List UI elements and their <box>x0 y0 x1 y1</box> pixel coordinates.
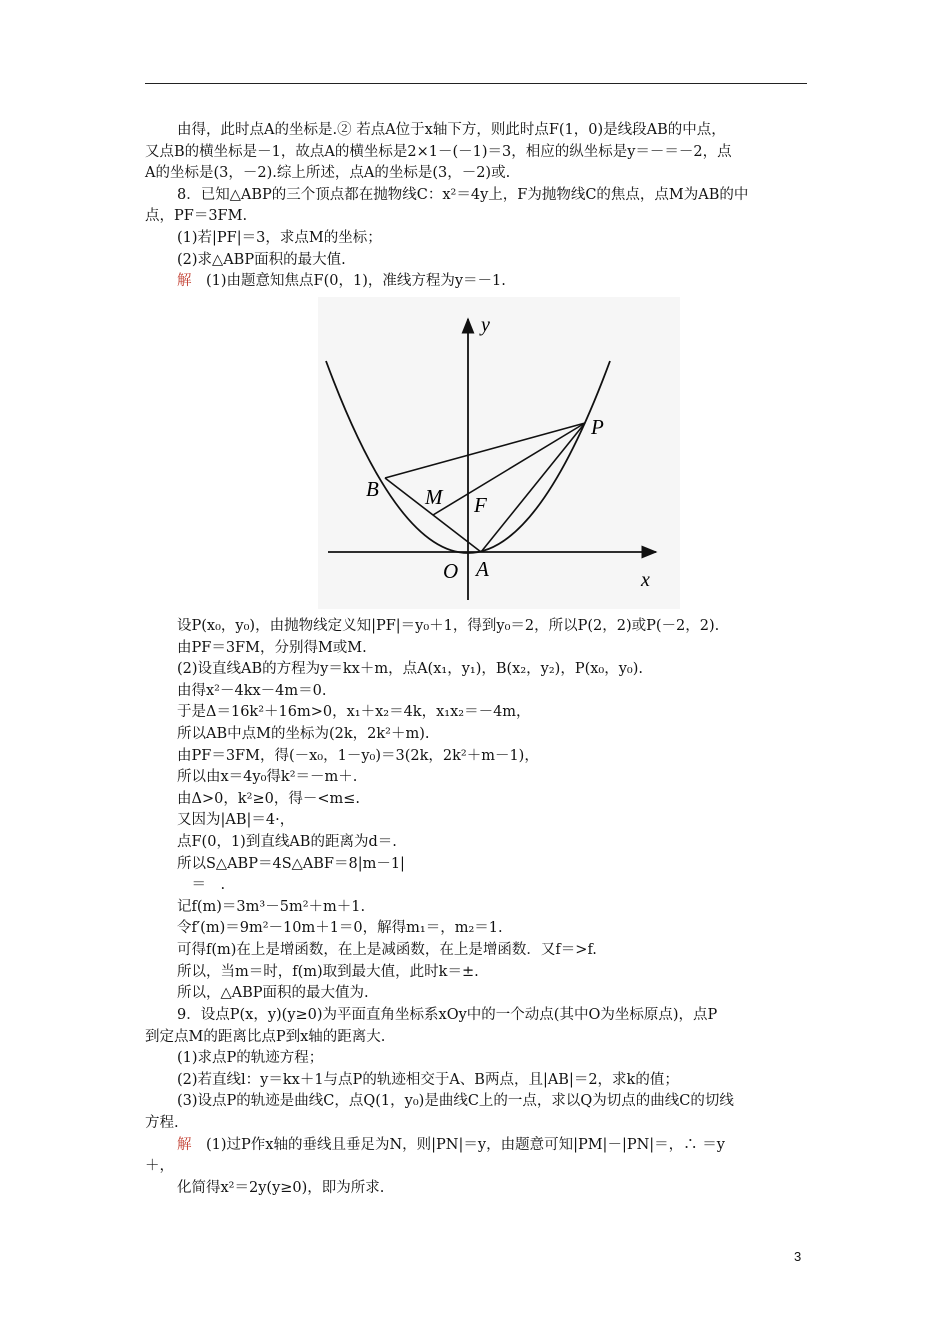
solution-text: (1)由题意知焦点F(0，1)，准线方程为y＝－1. <box>191 273 506 290</box>
paragraph-line: 所以AB中点M的坐标为(2k，2k²＋m). <box>177 725 430 742</box>
paragraph-line: 所以，△ABP面积的最大值为. <box>177 985 369 1002</box>
problem-8-line: 8．已知△ABP的三个顶点都在抛物线C：x²＝4y上，F为抛物线C的焦点，点M为AB的中 <box>177 186 749 203</box>
paragraph-line: ＝ . <box>177 877 226 894</box>
label-A: A <box>476 557 489 581</box>
problem-9-part2: (2)若直线l：y＝kx＋1与点P的轨迹相交于A、B两点，且|AB|＝2，求k的值； <box>177 1071 679 1088</box>
paragraph-line: 所以，当m＝时，f(m)取到最大值，此时k＝±. <box>177 963 479 980</box>
text-block-2 <box>145 616 810 1005</box>
label-y: y <box>481 314 490 336</box>
paragraph-line: ＋， <box>145 1158 174 1175</box>
problem-9-line: 9．设点P(x，y)(y≥0)为平面直角坐标系xOy中的一个动点(其中O为坐标原点)，点P <box>177 1007 718 1023</box>
text-block-1 <box>145 120 810 293</box>
solution-label: 解 <box>177 273 192 290</box>
label-x: x <box>641 569 650 591</box>
paragraph-line: 点F(0，1)到直线AB的距离为d＝. <box>177 833 397 850</box>
solution-9-intro <box>145 1135 810 1157</box>
paragraph-line: 化简得x²＝2y(y≥0)，即为所求. <box>177 1179 385 1196</box>
solution-label: 解 <box>177 1136 192 1153</box>
problem-8-part1: (1)若|PF|＝3，求点M的坐标； <box>177 229 382 246</box>
problem-8-line: 点，PF＝3FM. <box>145 208 248 225</box>
paragraph-line: 由PF＝3FM，得(－x₀，1－y₀)＝3(2k，2k²＋m－1)， <box>177 747 539 764</box>
paragraph-line: (2)设直线AB的方程为y＝kx＋m，点A(x₁，y₁)，B(x₂，y₂)，P(x₀，y₀). <box>177 661 643 678</box>
paragraph-line: 令f′(m)＝9m²－10m＋1＝0，解得m₁＝，m₂＝1. <box>177 920 503 937</box>
label-B: B <box>366 477 379 501</box>
paragraph-line: 于是Δ＝16k²＋16m>0，x₁＋x₂＝4k，x₁x₂＝－4m， <box>177 704 531 721</box>
segment-BP <box>385 423 585 478</box>
paragraph-line: 又因为|AB|＝4·， <box>177 812 295 829</box>
solution-8-intro <box>145 271 810 293</box>
problem-9-part1: (1)求点P的轨迹方程； <box>177 1050 324 1067</box>
paragraph-line: 由得，此时点A的坐标是.② 若点A位于x轴下方，则此时点F(1，0)是线段AB的中点， <box>177 122 726 138</box>
segment-AP <box>481 423 585 552</box>
label-P: P <box>591 415 604 439</box>
problem-9-part3: (3)设点P的轨迹是曲线C，点Q(1，y₀)是曲线C上的一点，求以Q为切点的曲线C的切线 <box>177 1093 734 1110</box>
problem-8-part2: (2)求△ABP面积的最大值. <box>177 251 346 268</box>
label-M: M <box>425 485 443 509</box>
label-O: O <box>443 559 459 583</box>
header-rule <box>145 83 807 84</box>
label-F: F <box>474 493 487 517</box>
paragraph-line: 又点B的横坐标是－1，故点A的横坐标是2×1－(－1)＝3，相应的纵坐标是y＝－＝－2，点 <box>145 143 732 160</box>
paragraph-line: 由得x²－4kx－4m＝0. <box>177 682 327 699</box>
text-block-3 <box>145 1005 810 1199</box>
solution-text: (1)过P作x轴的垂线且垂足为N，则|PN|＝y，由题意可知|PM|－|PN|＝，∴ ＝y <box>191 1136 725 1153</box>
page-number: 3 <box>794 1249 802 1264</box>
problem-9-part3: 方程. <box>145 1114 179 1131</box>
problem-9-line: 到定点M的距离比点P到x轴的距离大. <box>145 1028 386 1045</box>
parabola-figure <box>318 297 680 609</box>
paragraph-line: A的坐标是(3，－2).综上所述，点A的坐标是(3，－2)或. <box>145 165 511 182</box>
paragraph-line: 所以由x＝4y₀得k²＝－m＋. <box>177 769 358 786</box>
paragraph-line: 记f(m)＝3m³－5m²＋m＋1. <box>177 898 366 915</box>
paragraph-line: 由Δ>0，k²≥0，得－<m≤. <box>177 790 360 807</box>
paragraph-line: 可得f(m)在上是增函数，在上是减函数，在上是增函数．又f＝>f. <box>177 941 597 958</box>
paragraph-line: 所以S△ABP＝4S△ABF＝8|m－1| <box>177 855 405 872</box>
paragraph-line: 设P(x₀，y₀)，由抛物线定义知|PF|＝y₀＋1，得到y₀＝2，所以P(2，2)或P(－2，2). <box>177 618 720 634</box>
paragraph-line: 由PF＝3FM，分别得M或M. <box>177 639 367 656</box>
